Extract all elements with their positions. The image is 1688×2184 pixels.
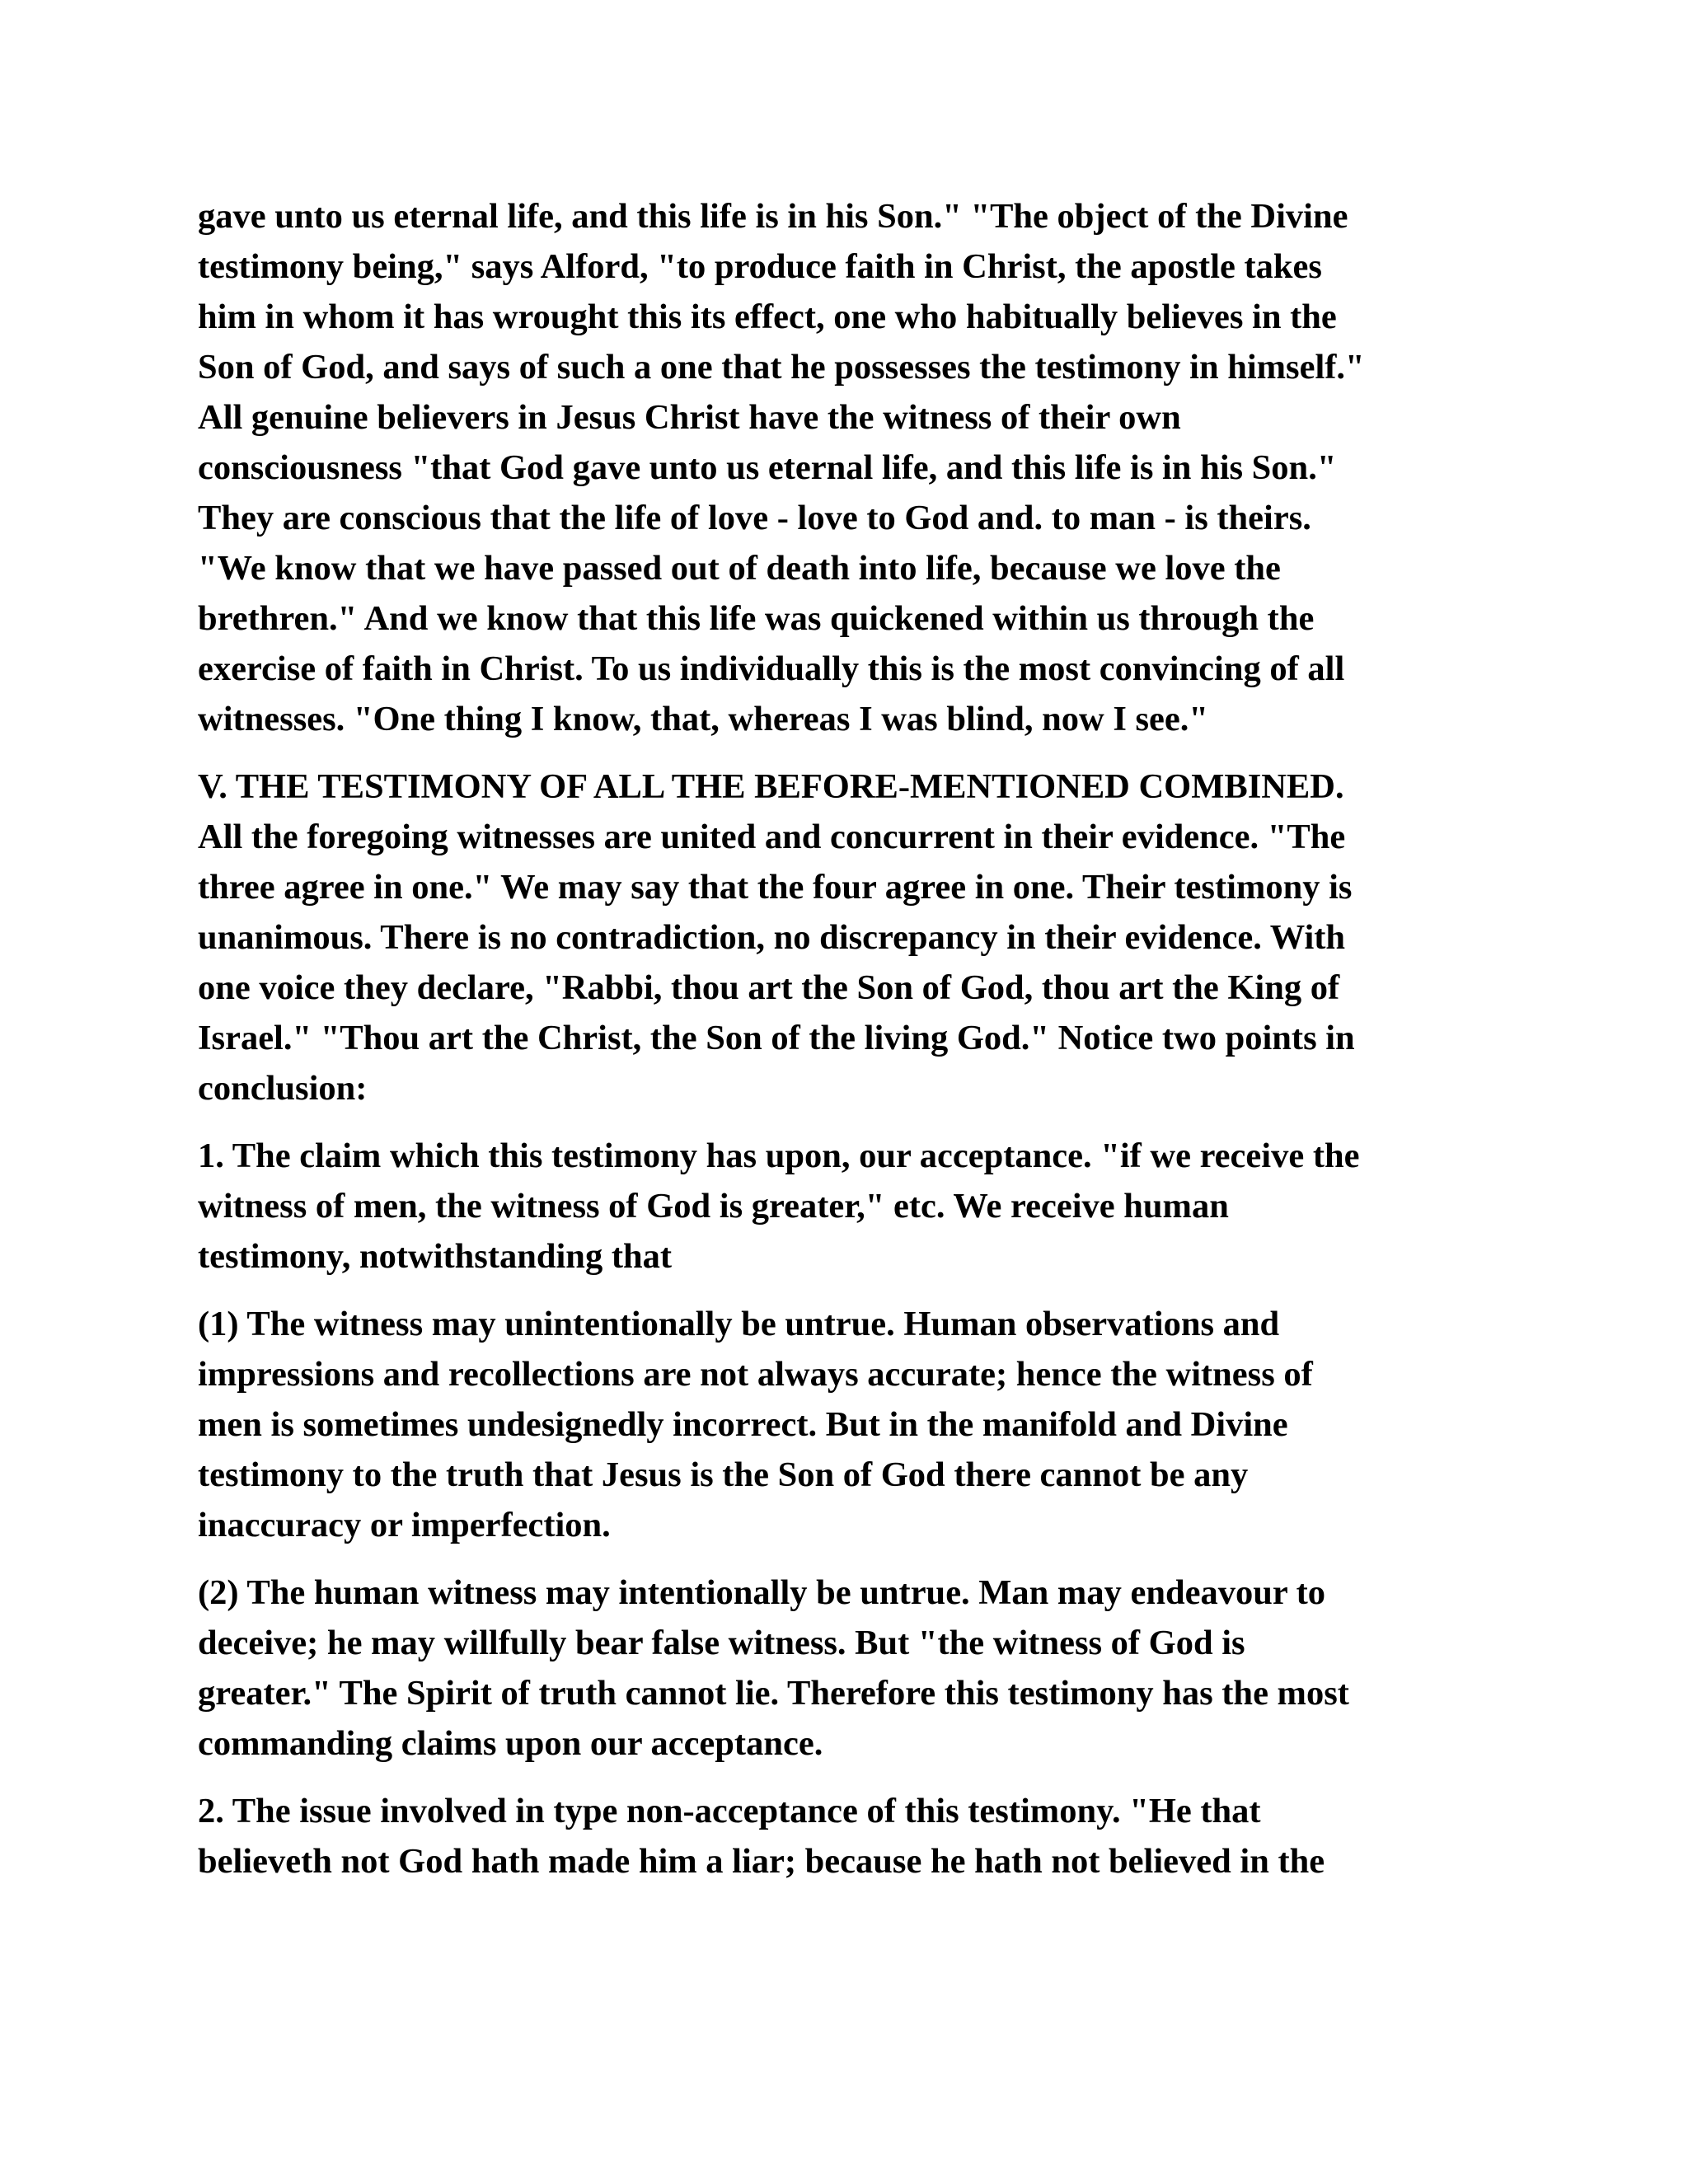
- paragraph-gap: [198, 1769, 1517, 1786]
- paragraph-subpoint-2: [198, 1568, 1517, 1769]
- paragraph-witness-of-consciousness: [198, 191, 1517, 744]
- text-line: testimony to the truth that Jesus is the Son of God there cannot be any: [198, 1455, 1249, 1494]
- text-line: 2. The issue involved in type non-acceptance of this testimony. "He that: [198, 1792, 1261, 1830]
- text-line: him in whom it has wrought this its effect, one who habitually believes in the: [198, 298, 1337, 336]
- text-line: (2) The human witness may intentionally be untrue. Man may endeavour to: [198, 1573, 1325, 1612]
- text-line: consciousness "that God gave unto us eternal life, and this life is in his Son.": [198, 448, 1337, 487]
- text-line: "We know that we have passed out of death into life, because we love the: [198, 549, 1281, 588]
- text-line: All genuine believers in Jesus Christ have the witness of their own: [198, 398, 1181, 437]
- paragraph-section-v: [198, 762, 1517, 1113]
- text-line: Son of God, and says of such a one that he possesses the testimony in himself.": [198, 348, 1365, 387]
- text-line: testimony being," says Alford, "to produce faith in Christ, the apostle takes: [198, 247, 1322, 286]
- text-line: greater." The Spirit of truth cannot lie. Therefore this testimony has the most: [198, 1674, 1349, 1713]
- paragraph-gap: [198, 1113, 1517, 1131]
- text-line: 1. The claim which this testimony has upon, our acceptance. "if we receive the: [198, 1137, 1360, 1175]
- text-line: one voice they declare, "Rabbi, thou art the Son of God, thou art the King of: [198, 968, 1340, 1007]
- text-line: impressions and recollections are not always accurate; hence the witness of: [198, 1355, 1313, 1394]
- text-line: commanding claims upon our acceptance.: [198, 1724, 823, 1763]
- text-line: (1) The witness may unintentionally be untrue. Human observations and: [198, 1305, 1280, 1343]
- section-heading: V. THE TESTIMONY OF ALL THE BEFORE-MENTIONED COMBINED.: [198, 767, 1344, 806]
- text-line: Israel." "Thou art the Christ, the Son of the living God." Notice two points in: [198, 1019, 1355, 1057]
- text-line: three agree in one." We may say that the four agree in one. Their testimony is: [198, 868, 1353, 907]
- paragraph-gap: [198, 1282, 1517, 1299]
- paragraph-gap: [198, 1550, 1517, 1568]
- text-line: witness of men, the witness of God is greater," etc. We receive human: [198, 1187, 1229, 1226]
- text-line: gave unto us eternal life, and this life is in his Son." "The object of the Divine: [198, 197, 1348, 236]
- paragraph-point-1: [198, 1131, 1517, 1282]
- text-line: brethren." And we know that this life was quickened within us through the: [198, 599, 1315, 638]
- text-line: testimony, notwithstanding that: [198, 1237, 673, 1276]
- text-line: conclusion:: [198, 1069, 368, 1108]
- text-line: inaccuracy or imperfection.: [198, 1506, 611, 1544]
- paragraph-subpoint-1: [198, 1299, 1517, 1550]
- text-line: unanimous. There is no contradiction, no discrepancy in their evidence. With: [198, 918, 1346, 957]
- text-line: They are conscious that the life of love - love to God and. to man - is theirs.: [198, 499, 1311, 537]
- text-line: exercise of faith in Christ. To us individually this is the most convincing of all: [198, 649, 1345, 688]
- text-line: All the foregoing witnesses are united and concurrent in their evidence. "The: [198, 818, 1346, 856]
- paragraph-gap: [198, 744, 1517, 762]
- body-text: [198, 191, 1517, 1886]
- text-line: men is sometimes undesignedly incorrect. But in the manifold and Divine: [198, 1405, 1288, 1444]
- text-line: deceive; he may willfully bear false witness. But "the witness of God is: [198, 1624, 1245, 1662]
- paragraph-point-2: [198, 1786, 1517, 1886]
- text-line: witnesses. "One thing I know, that, whereas I was blind, now I see.": [198, 700, 1208, 738]
- text-line: believeth not God hath made him a liar; because he hath not believed in the: [198, 1842, 1325, 1881]
